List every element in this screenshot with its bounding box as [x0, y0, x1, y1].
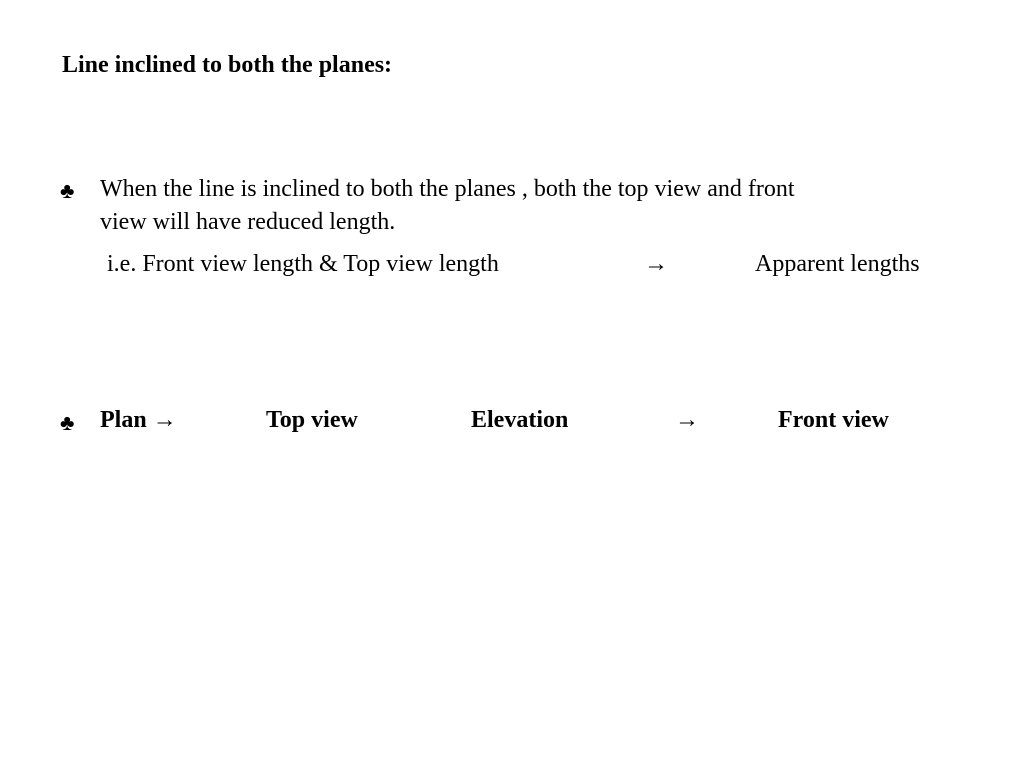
right-arrow-icon: →: [644, 251, 668, 277]
bullet1-line3-left: i.e. Front view length & Top view length: [107, 251, 499, 277]
right-arrow-icon: →: [675, 407, 699, 433]
bullet2-elevation: Elevation: [471, 407, 569, 433]
bullet2-top-view: Top view: [266, 407, 358, 433]
bullet2-front-view: Front view: [778, 407, 889, 433]
club-bullet-icon: ♣: [60, 410, 75, 435]
club-bullet-icon: ♣: [60, 178, 75, 203]
bullet2-plan: Plan →: [100, 407, 177, 433]
bullet1-line2: view will have reduced length.: [100, 209, 396, 235]
slide-title: Line inclined to both the planes:: [62, 52, 393, 78]
bullet1-line1: When the line is inclined to both the planes , both the top view and front: [100, 176, 795, 202]
bullet1-line3-right: Apparent lengths: [755, 251, 920, 277]
